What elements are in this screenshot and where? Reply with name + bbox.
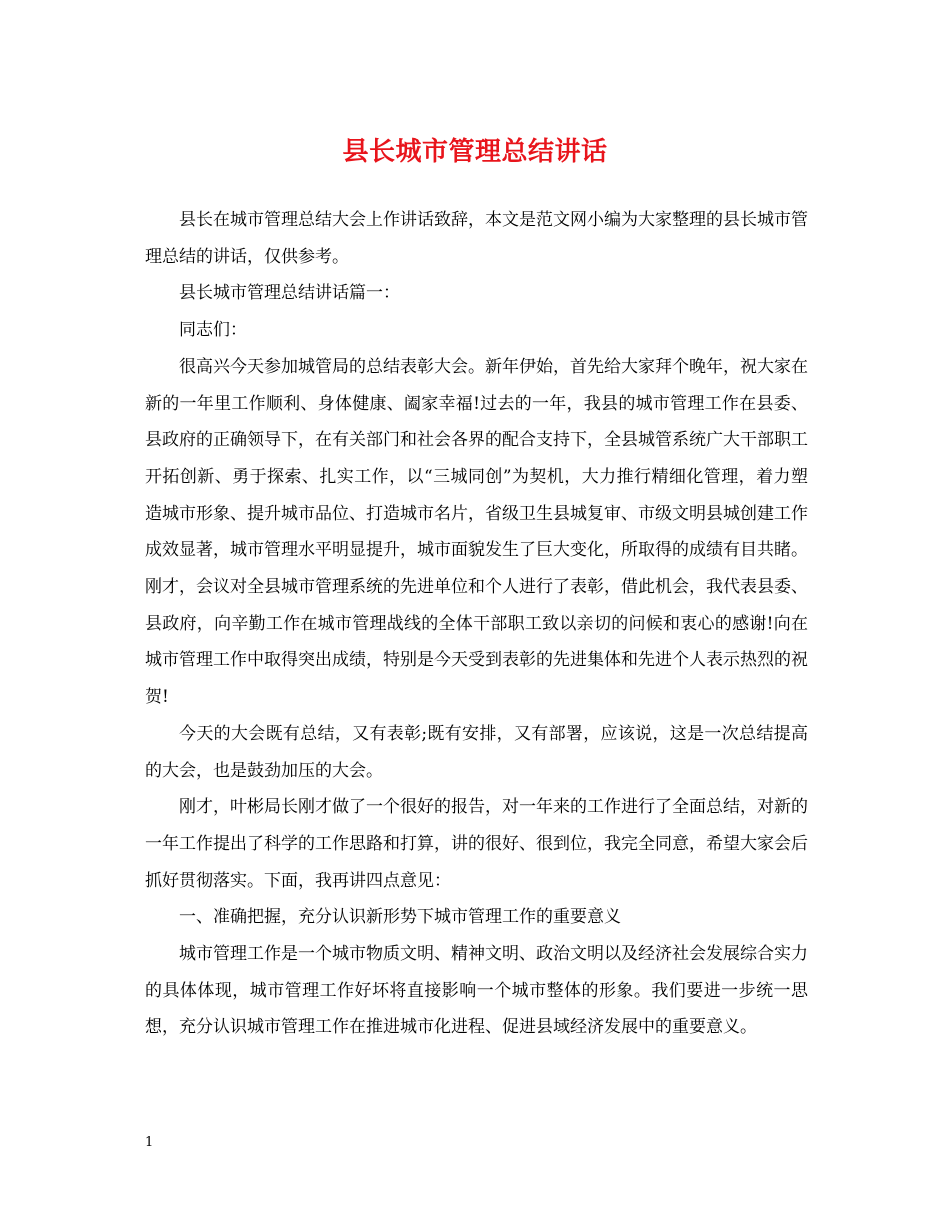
document-title: 县长城市管理总结讲话	[342, 137, 608, 167]
salutation: 同志们：	[179, 320, 247, 341]
body-paragraph: 城市管理工作是一个城市物质文明、精神文明、政治文明以及经济社会发展综合实力的具体体现，城市管理工作好坏将直接影响一个城市整体的形象。我们要进一步统一思想，充分认识城市管理工作在推进城市化进程、促进县域经济发展中的重要意义。	[145, 944, 808, 1038]
intro-paragraph: 县长在城市管理总结大会上作讲话致辞，本文是范文网小编为大家整理的县长城市管理总结的讲话，仅供参考。	[145, 210, 808, 267]
body-paragraph: 很高兴今天参加城管局的总结表彰大会。新年伊始，首先给大家拜个晚年，祝大家在新的一年里工作顺利、身体健康、阖家幸福!过去的一年，我县的城市管理工作在县委、县政府的正确领导下，在有关部门和社会各界的配合支持下，全县城管系统广大干部职工开拓创新、勇于探索、扎实工作，以“三城同创”为契机，大力推行精细化管理，着力塑造城市形象、提升城市品位、打造城市名片，省级卫生县城复审、市级文明县城创建工作成效显著，城市管理水平明显提升，城市面貌发生了巨大变化，所取得的成绩有目共睹。刚才，会议对全县城市管理系统的先进单位和个人进行了表彰，借此机会，我代表县委、县政府，向辛勤工作在城市管理战线的全体干部职工致以亲切的问候和衷心的感谢!向在城市管理工作中取得突出成绩，特别是今天受到表彰的先进集体和先进个人表示热烈的祝贺!	[145, 356, 808, 708]
section-heading-one: 一、准确把握，充分认识新形势下城市管理工作的重要意义	[179, 907, 621, 928]
section-heading-part-one: 县长城市管理总结讲话篇一：	[179, 283, 400, 304]
page-number: 1	[145, 1135, 154, 1150]
document-body	[145, 202, 808, 1046]
body-paragraph: 刚才，叶彬局长刚才做了一个很好的报告，对一年来的工作进行了全面总结，对新的一年工作提出了科学的工作思路和打算，讲的很好、很到位，我完全同意，希望大家会后抓好贯彻落实。下面，我再讲四点意见：	[145, 797, 808, 891]
body-paragraph: 今天的大会既有总结，又有表彰;既有安排，又有部署，应该说，这是一次总结提高的大会，也是鼓劲加压的大会。	[145, 723, 808, 781]
